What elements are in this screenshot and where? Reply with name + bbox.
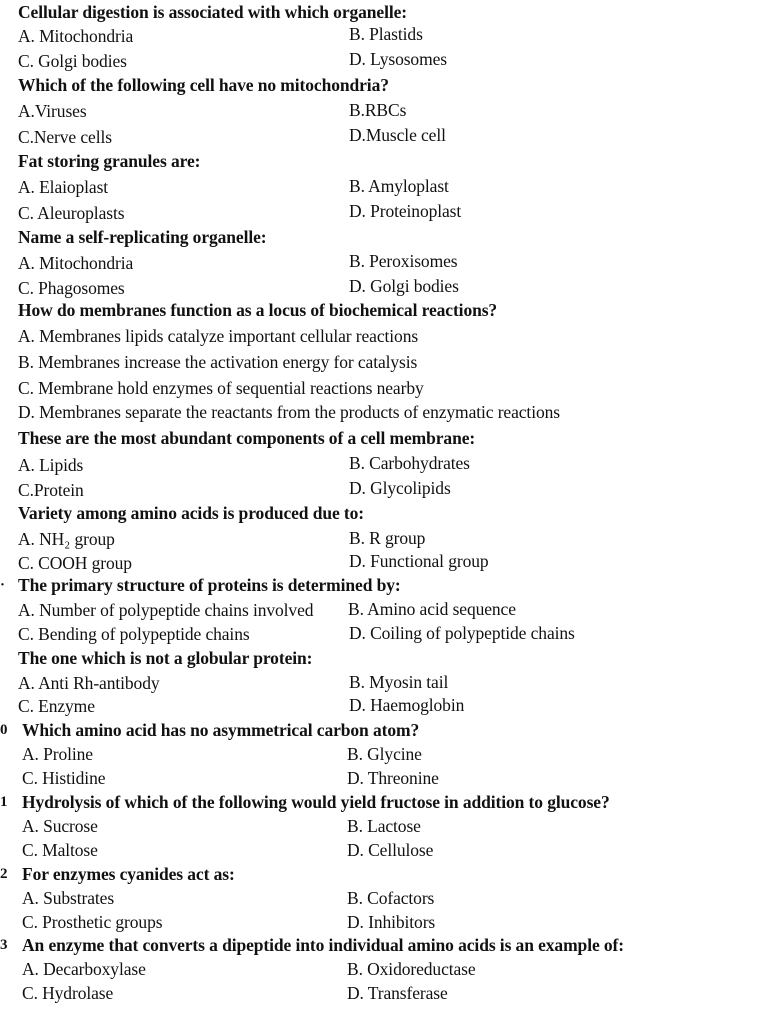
option-b: B. Glycine [347,744,422,764]
option-d: D. Functional group [349,551,489,571]
option-c: C. Maltose [22,840,98,860]
question-text: For enzymes cyanides act as: [22,864,235,884]
question-text: Which amino acid has no asymmetrical carbon atom? [22,720,420,740]
option-a: A. Decarboxylase [22,959,146,979]
option-c: C. Histidine [22,768,106,788]
option-c: C. Bending of polypeptide chains [18,624,250,644]
option-b: B. Oxidoreductase [347,959,476,979]
option-b: B. Plastids [349,24,423,44]
option-d: D. Transferase [347,983,448,1003]
question-text: These are the most abundant components of a cell membrane: [18,428,476,448]
option-b: B. R group [349,528,426,548]
option-c: C.Nerve cells [18,127,112,147]
question-text: How do membranes function as a locus of biochemical reactions? [18,300,498,320]
question-text: Name a self-replicating organelle: [18,227,267,247]
option-a: A. NH₂ group [18,529,115,549]
option-b: B.RBCs [349,100,407,120]
option-b: B. Peroxisomes [349,251,458,271]
option-c: C. Membrane hold enzymes of sequential reactions nearby [18,378,424,398]
option-a: A. Substrates [22,888,115,908]
margin-mark: 2 [0,866,8,882]
option-d: D. Inhibitors [347,912,436,932]
option-c: C.Protein [18,480,84,500]
question-text: An enzyme that converts a dipeptide into individual amino acids is an example of: [22,935,624,955]
margin-mark: 1 [0,794,8,810]
question-text: Which of the following cell have no mitochondria? [18,75,389,95]
option-a: A. Lipids [18,455,84,475]
option-d: D.Muscle cell [349,125,446,145]
option-d: D. Membranes separate the reactants from the products of enzymatic reactions [18,402,560,422]
question-text: Fat storing granules are: [18,151,201,171]
question-text: Cellular digestion is associated with which organelle: [18,2,407,22]
option-b: B. Membranes increase the activation energy for catalysis [18,352,418,372]
option-b: B. Lactose [347,816,421,836]
option-a: A. Membranes lipids catalyze important cellular reactions [18,326,419,346]
option-b: B. Cofactors [347,888,435,908]
option-b: B. Amino acid sequence [348,599,516,619]
option-c: C. Prosthetic groups [22,912,163,932]
option-c: C. Golgi bodies [18,51,127,71]
question-text: The primary structure of proteins is determined by: [18,575,401,595]
option-d: D. Golgi bodies [349,276,459,296]
option-a: A. Proline [22,744,93,764]
option-b: B. Amyloplast [349,176,449,196]
option-a: A. Sucrose [22,816,98,836]
option-d: D. Glycolipids [349,478,451,498]
question-text: Variety among amino acids is produced due to: [18,503,365,523]
option-c: C. Enzyme [18,696,95,716]
option-d: D. Haemoglobin [349,695,465,715]
margin-mark: 3 [0,937,8,953]
option-c: C. Hydrolase [22,983,114,1003]
option-c: C. COOH group [18,553,132,573]
margin-mark: 0 [0,722,8,738]
option-d: D. Threonine [347,768,439,788]
option-b: B. Myosin tail [349,672,449,692]
option-d: D. Cellulose [347,840,434,860]
option-a: A. Mitochondria [18,26,134,46]
option-a: A. Anti Rh-antibody [18,673,160,693]
question-text: Hydrolysis of which of the following would yield fructose in addition to glucose? [22,792,610,812]
option-d: D. Coiling of polypeptide chains [349,623,575,643]
option-a: A.Viruses [18,101,87,121]
option-a: A. Number of polypeptide chains involved [18,600,314,620]
option-d: D. Proteinoplast [349,201,462,221]
option-b: B. Carbohydrates [349,453,470,473]
option-d: D. Lysosomes [349,49,447,69]
option-a: A. Mitochondria [18,253,134,273]
margin-mark: · [0,577,6,593]
question-text: The one which is not a globular protein: [18,648,313,668]
option-c: C. Phagosomes [18,278,125,298]
option-c: C. Aleuroplasts [18,203,125,223]
option-a: A. Elaioplast [18,177,109,197]
